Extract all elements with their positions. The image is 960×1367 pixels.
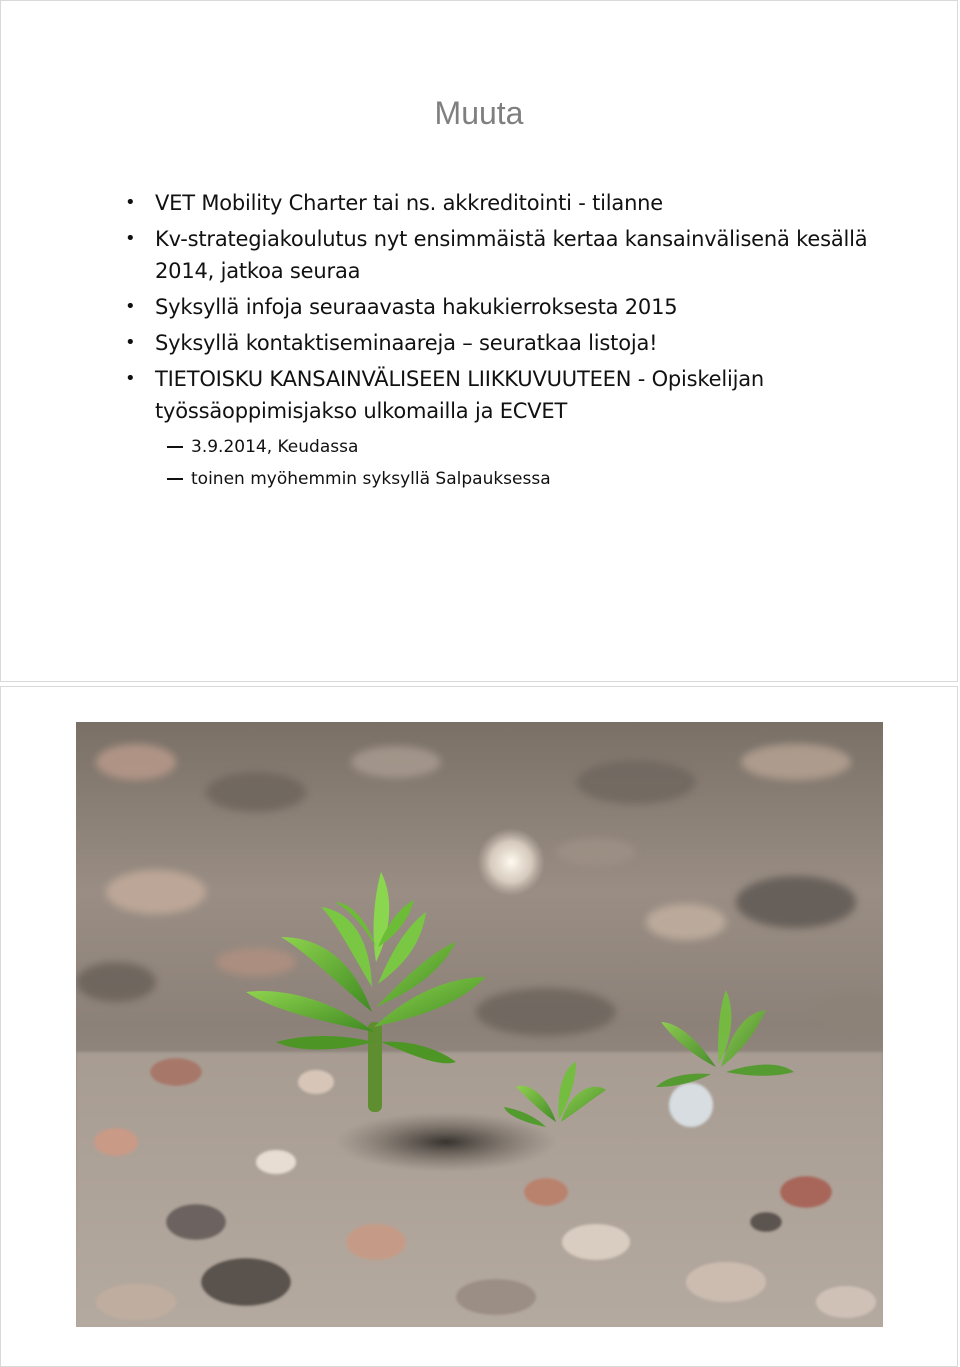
dash-icon bbox=[167, 446, 183, 448]
bullet-icon: • bbox=[125, 332, 136, 353]
bullet-text: Syksyllä kontaktiseminaareja – seuratkaa listoja! bbox=[155, 331, 658, 355]
sub-bullet-text: 3.9.2014, Keudassa bbox=[191, 437, 359, 457]
slide-title: Muuta bbox=[434, 95, 524, 131]
bullet-text: Syksyllä infoja seuraavasta hakukierroksesta 2015 bbox=[155, 295, 678, 319]
sub-bullet-item bbox=[125, 431, 905, 463]
bullet-item bbox=[125, 187, 905, 219]
sub-bullet-item bbox=[125, 463, 905, 495]
bullet-item bbox=[125, 291, 905, 323]
bullet-icon: • bbox=[125, 192, 136, 213]
sub-bullet-text: toinen myöhemmin syksyllä Salpauksessa bbox=[191, 469, 551, 489]
dash-icon bbox=[167, 478, 183, 480]
seedling-photo bbox=[76, 722, 883, 1327]
bullet-icon: • bbox=[125, 368, 136, 389]
bullet-text: VET Mobility Charter tai ns. akkreditointi - tilanne bbox=[155, 191, 664, 215]
bullet-item bbox=[125, 223, 905, 287]
bullet-text: Kv-strategiakoulutus nyt ensimmäistä kertaa kansainvälisenä kesällä 2014, jatkoa seuraa bbox=[155, 227, 868, 283]
bullet-icon: • bbox=[125, 228, 136, 249]
bullet-list bbox=[125, 187, 905, 495]
bullet-icon: • bbox=[125, 296, 136, 317]
bullet-text: TIETOISKU KANSAINVÄLISEEN LIIKKUVUUTEEN - Opiskelijan työssäoppimisjakso ulkomailla ja ECVET bbox=[155, 367, 765, 423]
slide-text bbox=[0, 0, 958, 682]
bullet-item bbox=[125, 327, 905, 359]
bullet-item bbox=[125, 363, 905, 427]
